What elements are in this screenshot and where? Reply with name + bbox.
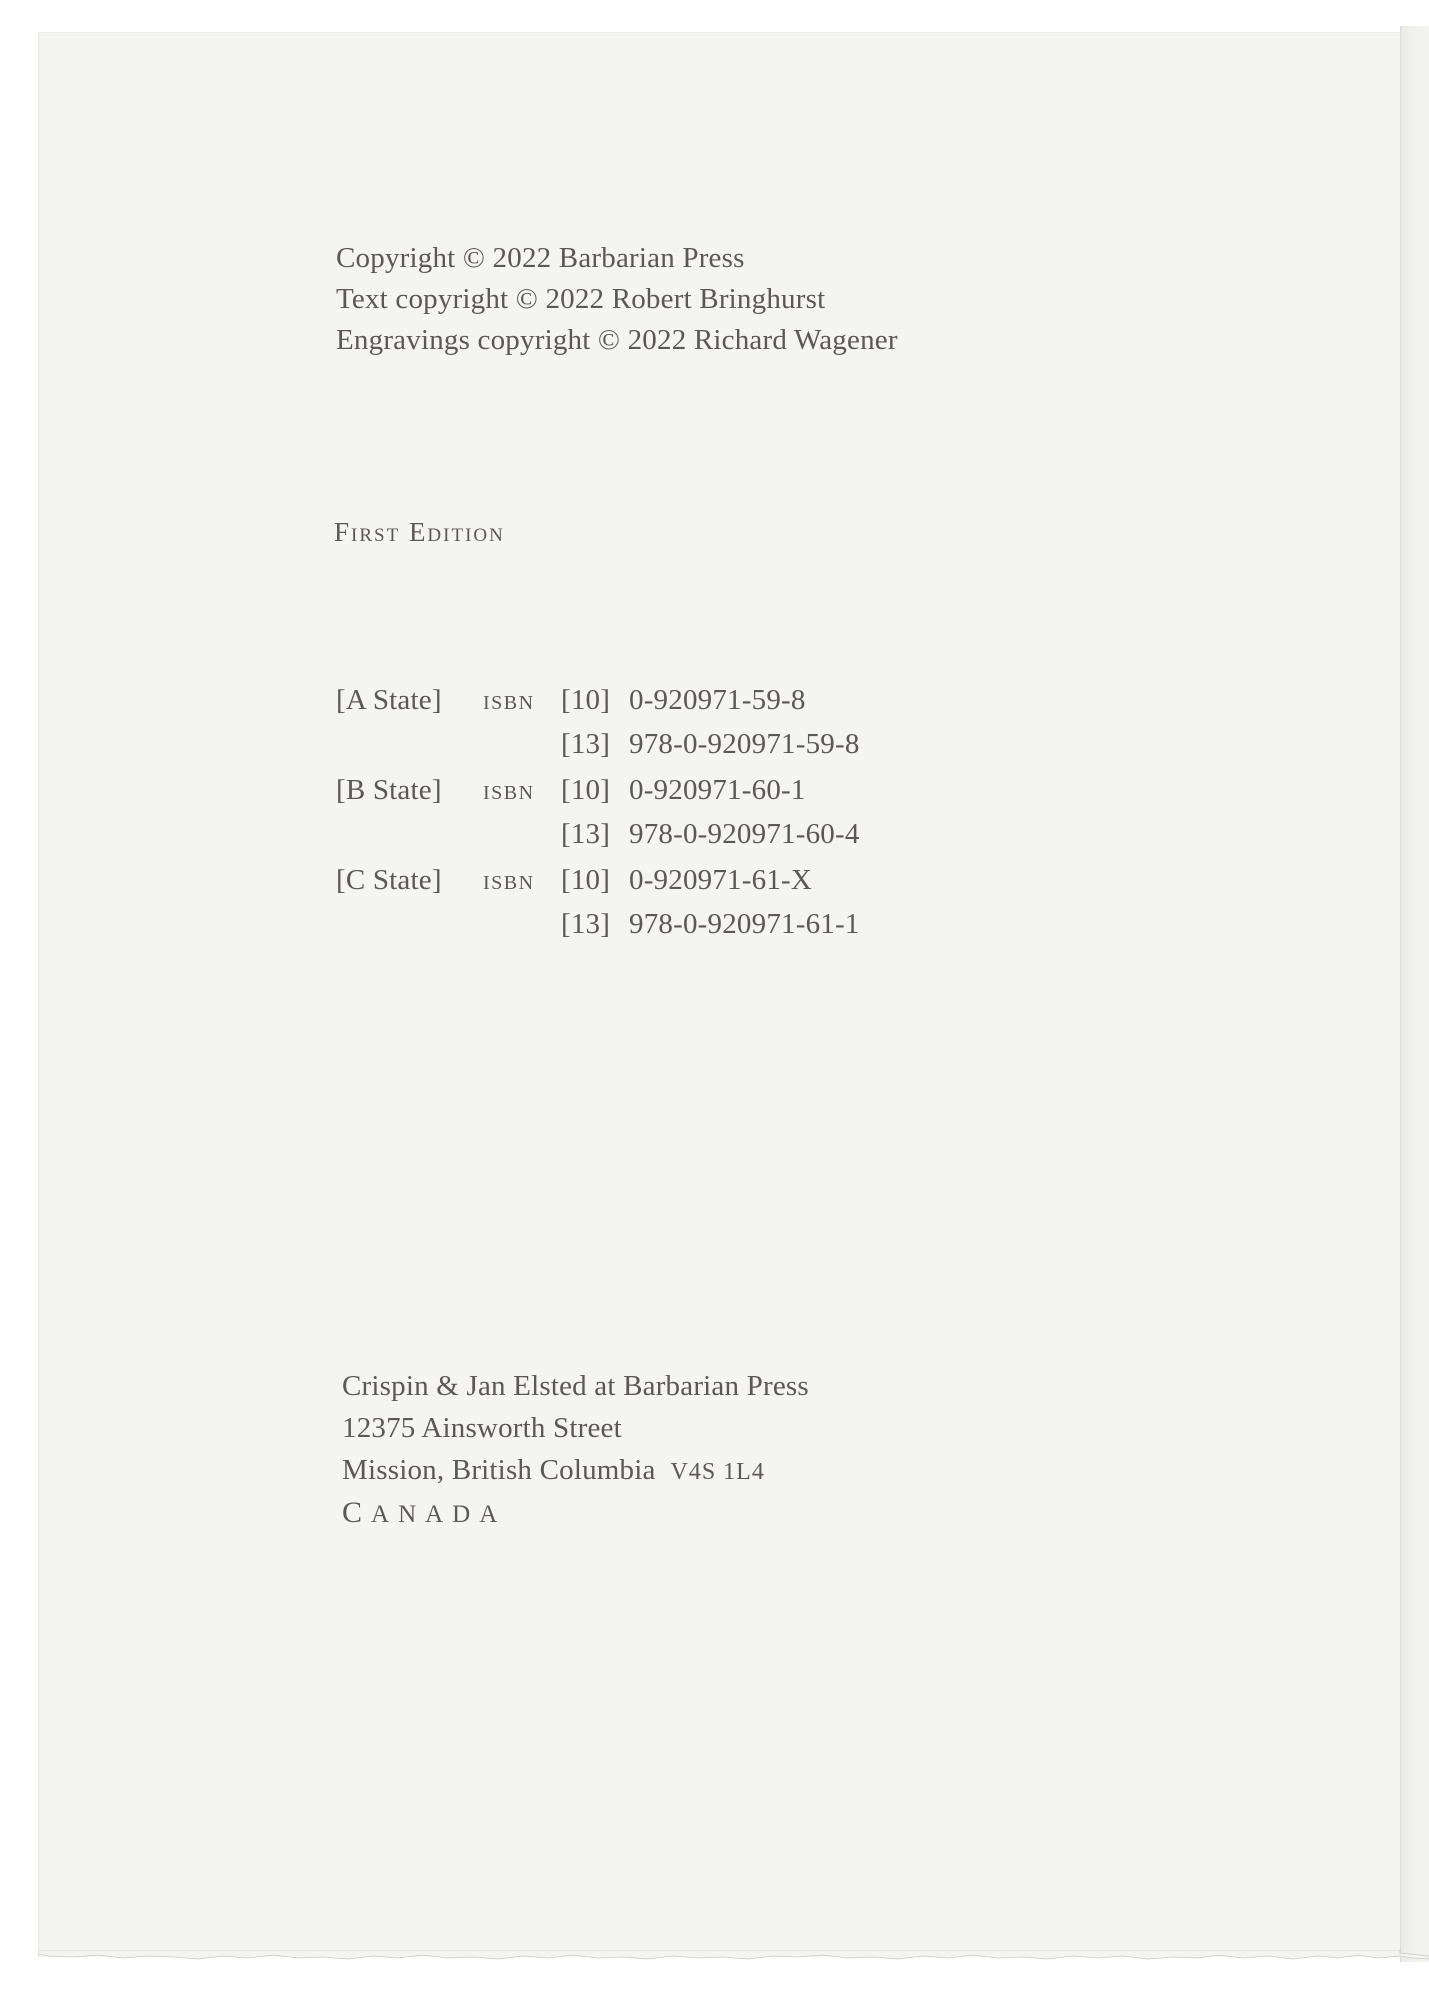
street-address: 12375 Ainsworth Street bbox=[342, 1412, 622, 1444]
copyright-line-text: Text copyright © 2022 Robert Bringhurst bbox=[336, 283, 826, 315]
isbn13-tag: [13] bbox=[561, 728, 611, 760]
isbn-label: ISBN bbox=[483, 782, 535, 804]
city-line bbox=[342, 1450, 809, 1492]
isbn10-tag: [10] bbox=[561, 684, 611, 716]
isbn13-number: 978-0-920971-61-1 bbox=[629, 908, 860, 940]
postcode: V4S 1L4 bbox=[670, 1459, 765, 1485]
isbn10-number: 0-920971-59-8 bbox=[629, 684, 806, 716]
deckle-edge bbox=[38, 1950, 1429, 1966]
isbn-row-a-10 bbox=[336, 680, 860, 724]
isbn13-number: 978-0-920971-60-4 bbox=[629, 818, 860, 850]
isbn13-tag: [13] bbox=[561, 818, 611, 850]
country-initial: C bbox=[342, 1496, 372, 1529]
country-rest: ANADA bbox=[371, 1501, 507, 1528]
publisher-address bbox=[342, 1366, 809, 1534]
isbn10-tag: [10] bbox=[561, 864, 611, 896]
country bbox=[342, 1492, 809, 1534]
isbn-row-c-13 bbox=[336, 904, 860, 948]
publisher-name: Crispin & Jan Elsted at Barbarian Press bbox=[342, 1370, 809, 1402]
isbn10-tag: [10] bbox=[561, 774, 611, 806]
isbn-row-c-10 bbox=[336, 860, 860, 904]
copyright-block bbox=[336, 238, 898, 361]
isbn-label: ISBN bbox=[483, 872, 535, 894]
isbn-block bbox=[336, 680, 860, 948]
isbn-label: ISBN bbox=[483, 692, 535, 714]
isbn13-tag: [13] bbox=[561, 908, 611, 940]
copyright-line-press: Copyright © 2022 Barbarian Press bbox=[336, 242, 745, 274]
isbn13-number: 978-0-920971-59-8 bbox=[629, 728, 860, 760]
facing-page-edge bbox=[1400, 26, 1429, 1962]
state-label: [C State] bbox=[336, 864, 442, 896]
edition-statement: First Edition bbox=[334, 517, 505, 547]
isbn-row-b-13 bbox=[336, 814, 860, 858]
isbn-row-a-13 bbox=[336, 724, 860, 768]
state-label: [B State] bbox=[336, 774, 442, 806]
isbn10-number: 0-920971-60-1 bbox=[629, 774, 806, 806]
isbn10-number: 0-920971-61-X bbox=[629, 864, 813, 896]
state-label: [A State] bbox=[336, 684, 442, 716]
copyright-line-engravings: Engravings copyright © 2022 Richard Wagener bbox=[336, 324, 898, 356]
isbn-row-b-10 bbox=[336, 770, 860, 814]
city: Mission, British Columbia bbox=[342, 1454, 656, 1486]
